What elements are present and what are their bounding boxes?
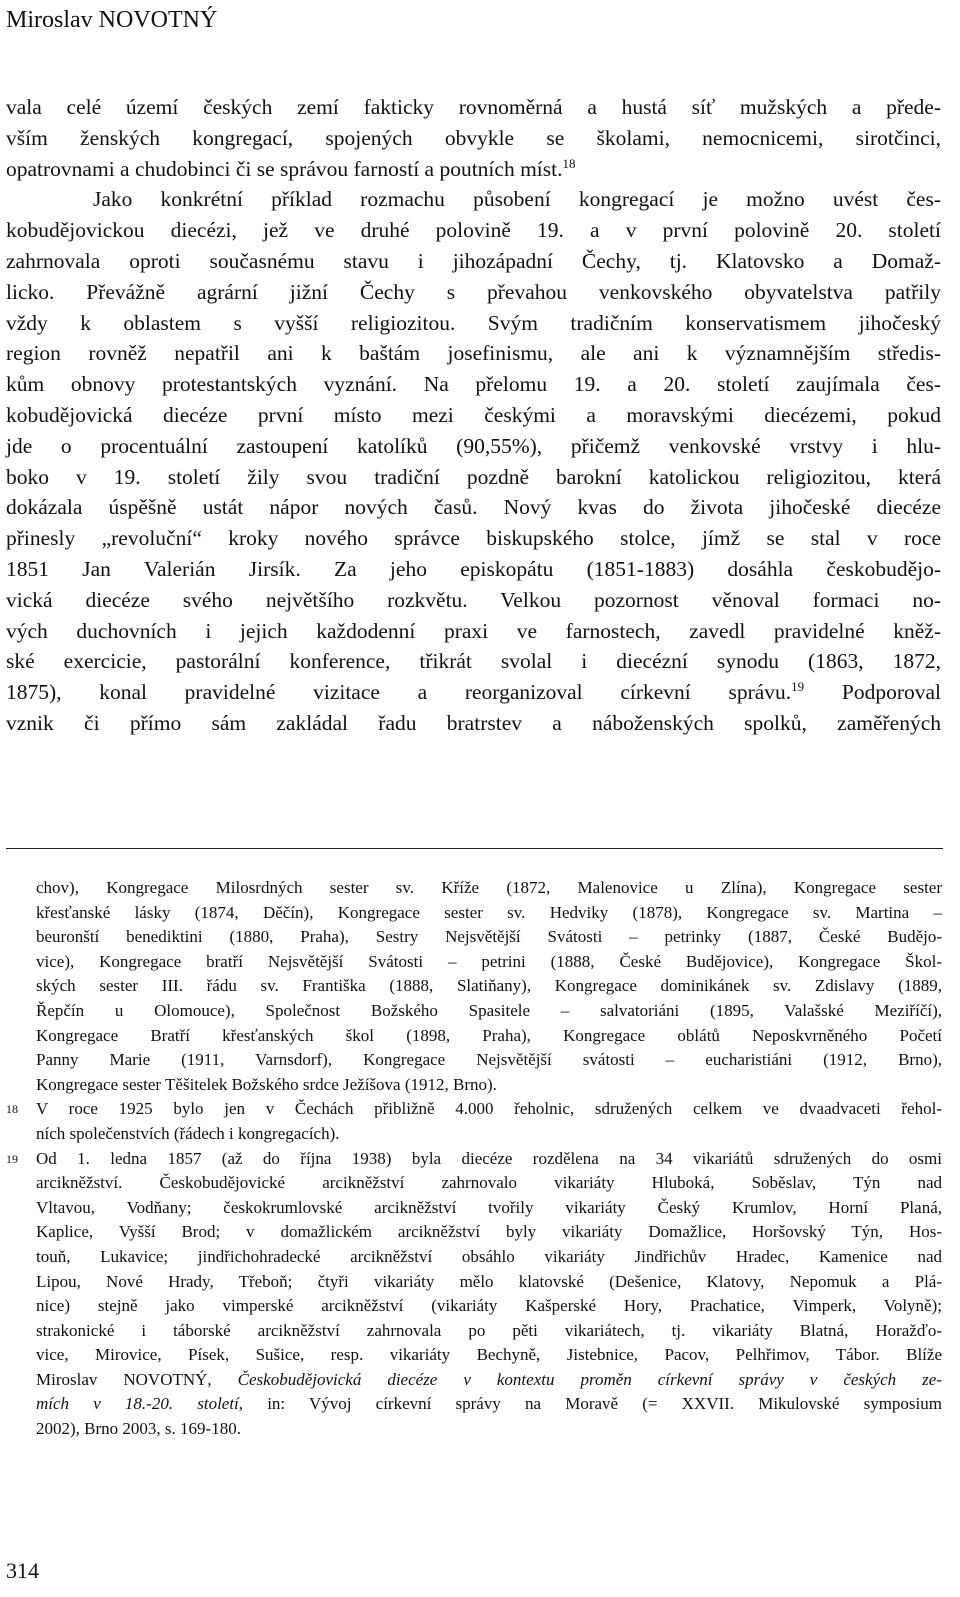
text-line: dokázala úspěšně ustát nápor nových časů. Nový kvas do života jihočeské diecéze — [6, 495, 941, 520]
text-line: jde o procentuální zastoupení katolíků (90,55%), přičemž venkovské vrstvy i hlu- — [6, 433, 941, 458]
footnote-line: Řepčín u Olomouce), Společnost Božského Spasitele – salvatoriáni (1895, Valašské Meziříčí), — [36, 1000, 942, 1020]
footnote-reference-line: Miroslav NOVOTNÝ, Českobudějovická diecéze v kontextu proměn církevní správy v českých ze- — [36, 1369, 943, 1389]
footnote-line: křesťanské lásky (1874, Děčín), Kongregace sester sv. Hedviky (1878), Kongregace sv. Martina – — [36, 902, 942, 922]
text-line: vala celé území českých zemí fakticky rovnoměrná a hustá síť mužských a přede- — [6, 95, 941, 119]
footnote-line: Od 1. ledna 1857 (až do října 1938) byla diecéze rozdělena na 34 vikariátů sdružených do osmi — [36, 1148, 942, 1168]
footnote-line: vice, Mirovice, Písek, Sušice, resp. vikariáty Bechyně, Jistebnice, Pacov, Pelhřimov, Tábor. Blíže — [36, 1345, 942, 1365]
running-header: Miroslav NOVOTNÝ — [6, 7, 218, 33]
footnote-line: vice), Kongregace bratří Nejsvětější Svátosti – petrini (1888, České Budějovice), Kongregace Škol- — [36, 951, 942, 971]
footnote-line: chov), Kongregace Milosrdných sester sv. Kříže (1872, Malenovice u Zlína), Kongregace sester — [36, 878, 942, 897]
footnote-18 — [6, 1097, 942, 1146]
footnote-line: beuronští benediktini (1880, Praha), Sestry Nejsvětější Svátosti – petrinky (1887, České Budějo- — [36, 927, 942, 947]
footnote-line: Kongregace Bratří křesťanských škol (1898, Praha), Kongregace oblátů Neposkvrněného Početí — [36, 1025, 942, 1045]
footnote-line: Kaplice, Vyšší Brod; v domažlickém arcikněžství byly vikariáty Domažlice, Horšovský Týn, Hos- — [36, 1222, 942, 1242]
footnote-line: Kongregace sester Těšitelek Božského srdce Ježíšova (1912, Brno). — [36, 1074, 497, 1094]
paragraph-start: Jako konkrétní příklad rozmachu působení kongregací je možno uvést čes- — [93, 187, 941, 212]
text-line: vždy k oblastem s vyšší religiozitou. Svým tradičním konservatismem jihočeský — [6, 310, 941, 335]
text-line: přinesly „revoluční“ kroky nového správce biskupského stolce, jímž se stal v roce — [6, 526, 941, 551]
footnote-reference-line: mích v 18.-20. století, in: Vývoj církevní správy na Moravě (= XXVII. Mikulovské symposium — [36, 1394, 942, 1414]
footnote-line: touň, Lukavice; jindřichohradecké arcikněžství obsáhlo vikariáty Jindřichův Hradec, Kamenice nad — [36, 1246, 942, 1266]
footnote-line: Panny Marie (1911, Varnsdorf), Kongregace Nejsvětější svátosti – eucharistiáni (1912, Brno), — [36, 1050, 942, 1070]
footnote-line: Vltavou, Vodňany; českokrumlovské arcikněžství tvořily vikariáty Český Krumlov, Horní Planá, — [36, 1197, 942, 1217]
text-line: kobudějovická diecéze první místo mezi českými a moravskými diecézemi, pokud — [6, 402, 941, 427]
text-line: region rovněž nepatřil ani k baštám josefinismu, ale ani k významnějším středis- — [6, 341, 941, 366]
footnote-line: ských sester III. řádu sv. Františka (1888, Slatiňany), Kongregace dominikánek sv. Zdislavy (1889, — [36, 976, 942, 996]
footnote-line: nice) stejně jako vimperské arcikněžství (vikariáty Kašperské Hory, Prachatice, Vimperk, Volyně); — [36, 1296, 942, 1316]
reference-title: Českobudějovická diecéze v kontextu proměn církevní správy v českých ze- — [237, 1369, 943, 1389]
text-line: opatrovnami a chudobinci či se správou farností a poutních míst.$^{18}$ — [6, 155, 576, 181]
text-line: boko v 19. století žily svou tradiční pozdně barokní katolickou religiozitou, která — [6, 464, 941, 489]
footnote-line: ních společenstvích (řádech i kongregacích). — [36, 1123, 340, 1143]
footnote-separator — [6, 848, 943, 849]
footnote-19 — [6, 1147, 943, 1442]
text-line: ské exercicie, pastorální konference, třikrát svolal i diecézní synodu (1863, 1872, — [6, 649, 941, 674]
footnotes — [6, 876, 943, 1442]
text-line: licko. Převážně agrární jižní Čechy s převahou venkovského obyvatelstva patřily — [6, 279, 941, 304]
text-line: kobudějovickou diecézi, jež ve druhé polovině 19. a v první polovině 20. století — [6, 218, 941, 243]
footnote-line: arcikněžství. Českobudějovické arcikněžství zahrnovalo vikariáty Hluboká, Soběslav, Týn nad — [36, 1173, 942, 1193]
text-line: 1851 Jan Valerián Jirsík. Za jeho episkopátu (1851-1883) dosáhla českobudějo- — [6, 556, 941, 581]
page-number: 314 — [6, 1558, 39, 1583]
reference-title: mích v 18.-20. století — [36, 1394, 239, 1414]
footnote-line: V roce 1925 bylo jen v Čechách přibližně 4.000 řeholnic, sdružených celkem ve dvaadvaceti řehol- — [36, 1099, 942, 1119]
text-line: vším ženských kongregací, spojených obvykle se školami, nemocnicemi, sirotčinci, — [6, 125, 941, 150]
footnote-number: 19 — [6, 1151, 18, 1166]
text-line: vých duchovních i jejich každodenní praxi ve farnostech, zavedl pravidelné kněž- — [6, 618, 941, 643]
footnote-line: Lipou, Nové Hrady, Třeboň; čtyři vikariáty mělo klatovské (Dešenice, Klatovy, Nepomuk a Plá- — [36, 1271, 942, 1291]
footnote-ref-19[interactable]: 19 — [791, 679, 805, 695]
footnote-line: strakonické i táborské arcikněžství zahrnovala po pěti vikariátech, tj. vikariáty Blatná, Horažďo- — [36, 1320, 942, 1340]
footnote-number: 18 — [6, 1102, 18, 1117]
text-line: vická diecéze svého největšího rozkvětu. Velkou pozornost věnoval formaci no- — [6, 587, 941, 612]
text-line: zahrnovala oproti současnému stavu i jihozápadní Čechy, tj. Klatovsko a Domaž- — [6, 248, 941, 273]
text-line: vznik či přímo sám zakládal řadu bratrstev a náboženských spolků, zaměřených — [6, 710, 941, 735]
footnote-ref-18[interactable]: 18 — [562, 155, 576, 171]
main-text — [6, 92, 941, 739]
text-line: 1875), konal pravidelné vizitace a reorganizoval církevní správu.$^{19}$ Podporoval — [6, 679, 941, 705]
footnote-line: 2002), Brno 2003, s. 169-180. — [36, 1419, 241, 1439]
text-line: kům obnovy protestantských vyznání. Na přelomu 19. a 20. století zaujímala čes- — [6, 372, 941, 397]
